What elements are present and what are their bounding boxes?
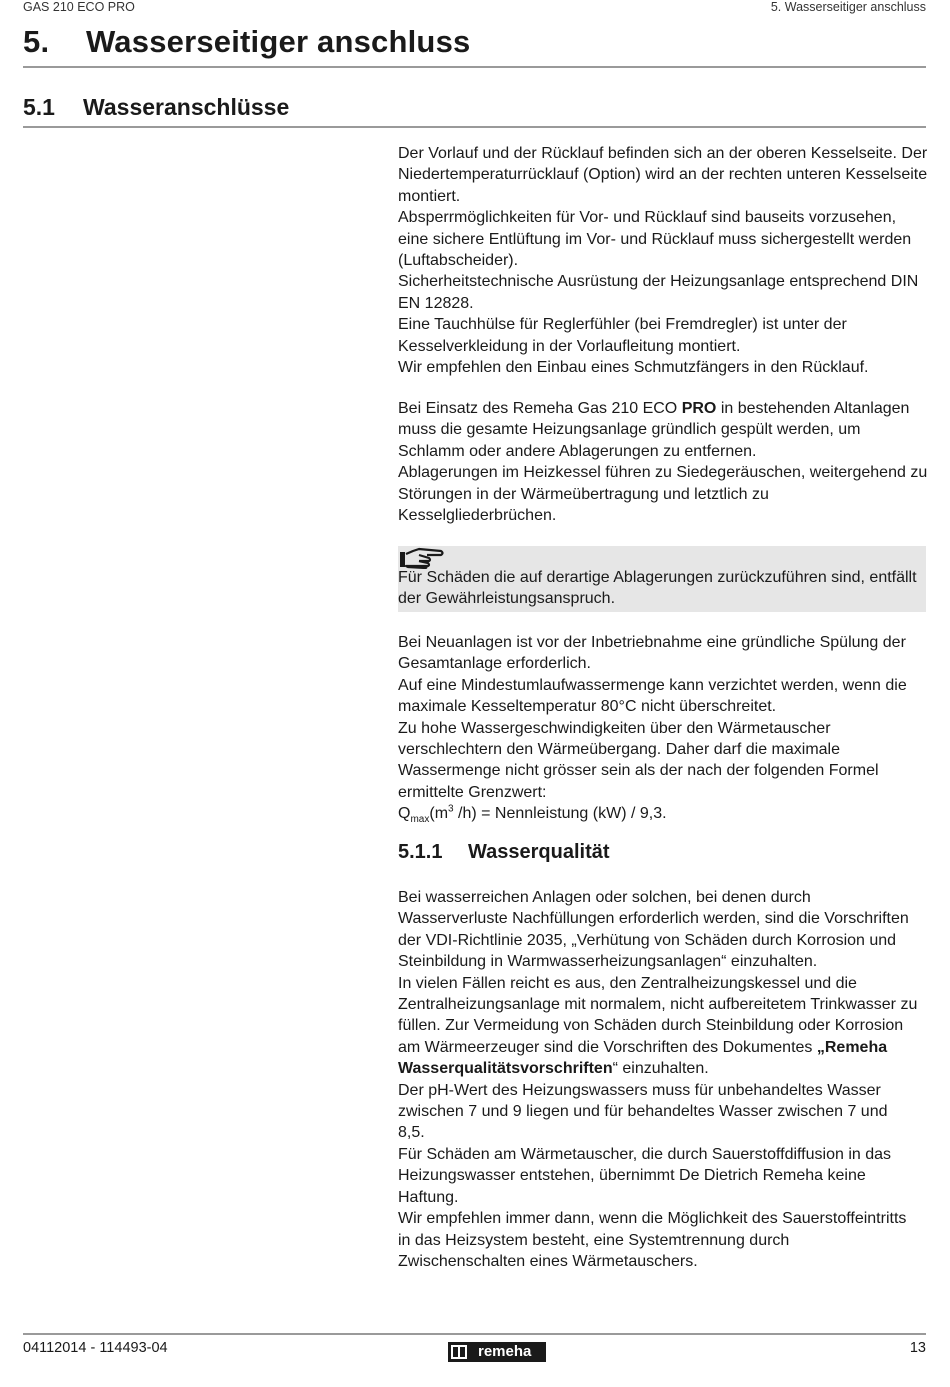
formula	[398, 803, 928, 824]
section-title: Wasseranschlüsse	[83, 94, 290, 120]
paragraph: Für Schäden am Wärmetauscher, die durch Sauerstoffdiffusion in das Heizungswasser entstehen, übernimmt De Dietrich Remeha keine Haftung.	[398, 1145, 892, 1206]
formula-rest: /h) = Nennleistung (kW) / 9,3.	[453, 805, 667, 823]
section-rule	[23, 126, 926, 128]
text-run: “ einzuhalten.	[612, 1060, 709, 1078]
document-number: 04112014 - 114493-04	[23, 1340, 168, 1356]
formula-subscript: max	[410, 814, 430, 826]
paragraph: Absperrmöglichkeiten für Vor- und Rücklauf sind bauseits vorzusehen, eine sichere Entlüftung im Vor- und Rücklauf muss sichergestellt werden (Luftabscheider).	[398, 209, 912, 270]
intro-block	[398, 143, 928, 378]
paragraph: Ablagerungen im Heizkessel führen zu Siedegeräuschen, weitergehend zu Störungen in der Wärmeübertragung und letztlich zu Kesselgliederbrüchen.	[398, 464, 928, 525]
paragraph: Wir empfehlen den Einbau eines Schmutzfängers in den Rücklauf.	[398, 359, 869, 377]
header-doc-title: GAS 210 ECO PRO	[23, 0, 135, 14]
remeha-logo	[448, 1342, 546, 1362]
section-number: 5.1	[23, 94, 55, 120]
subsection-heading	[398, 841, 610, 864]
chapter-heading	[23, 24, 470, 60]
new-installation-block	[398, 632, 928, 825]
paragraph: Sicherheitstechnische Ausrüstung der Heizungsanlage entsprechend DIN EN 12828.	[398, 273, 919, 312]
paragraph: Bei wasserreichen Anlagen oder solchen, bei denen durch Wasserverluste Nachfüllungen erforderlich werden, sind die Vorschriften der VDI-Richtlinie 2035, „Verhütung von Schäden durch Korrosion und Steinbildung in Warmwasserheizungsanlagen“ einzuhalten.	[398, 889, 909, 971]
formula-symbol: Q	[398, 805, 411, 823]
paragraph	[398, 398, 928, 462]
paragraph: Wir empfehlen immer dann, wenn die Möglichkeit des Sauerstoffeintritts in das Heizsystem besteht, eine Systemtrennung durch Zwischenschalten eines Wärmetauschers.	[398, 1210, 907, 1270]
paragraph: Auf eine Mindestumlaufwassermenge kann verzichtet werden, wenn die maximale Kesseltemperatur 80°C nicht überschreitet.	[398, 676, 907, 716]
header-section-title: 5. Wasserseitiger anschluss	[770, 0, 926, 14]
section-heading	[23, 94, 289, 121]
formula-unit: (m	[429, 805, 449, 823]
chapter-number: 5.	[23, 24, 50, 59]
paragraph: Zu hohe Wassergeschwindigkeiten über den Wärmetauscher verschlechtern den Wärmeübergang. Daher darf die maximale Wassermenge nicht grösser sein als der nach der folgenden Formel ermittelte Grenzwert:	[398, 719, 879, 801]
paragraph: Eine Tauchhülse für Reglerfühler (bei Fremdregler) ist unter der Kesselverkleidung in der Vorlaufleitung montiert.	[398, 316, 847, 355]
product-name-bold: PRO	[681, 400, 717, 417]
water-quality-block	[398, 887, 918, 1272]
chapter-rule	[23, 66, 926, 68]
pointing-hand-icon	[399, 547, 445, 569]
footer-rule	[23, 1333, 926, 1335]
subsection-number: 5.1.1	[398, 841, 443, 863]
flushing-block	[398, 398, 928, 526]
text-run: Bei Einsatz des Remeha Gas 210 ECO	[398, 400, 682, 417]
paragraph: Der Vorlauf und der Rücklauf befinden sich an der oberen Kesselseite. Der Niedertemperaturrücklauf (Option) wird an der rechten unteren Kesselseite montiert.	[398, 145, 928, 205]
text-run: in bestehenden Altanlagen muss die gesamte Heizungsanlage gründlich gespült werden, um Schlamm oder andere Ablagerungen zu entfernen.	[398, 400, 910, 460]
document-name-bold: „Remeha Wasserqualitätsvorschriften	[398, 1038, 888, 1078]
formula-superscript: 3	[448, 803, 454, 815]
remeha-logo-mark	[451, 1345, 467, 1359]
text-run: In vielen Fällen reicht es aus, den Zentralheizungskessel und die Zentralheizungsanlage mit normalem, nicht aufbereitetem Trinkwasser zu füllen. Zur Vermeidung von Schäden durch Steinbildung oder Korrosion am Wärmeerzeuger sind die Vorschriften des Dokumentes	[398, 974, 918, 1056]
note-text: Für Schäden die auf derartige Ablagerungen zurückzuführen sind, entfällt der Gewährleistungsanspruch.	[398, 569, 917, 608]
page-number: 13	[909, 1340, 926, 1356]
remeha-logo-text: remeha	[478, 1343, 532, 1360]
paragraph: Der pH-Wert des Heizungswassers muss für unbehandeltes Wasser zwischen 7 und 9 liegen und für behandeltes Wasser zwischen 7 und 8,5.	[398, 1081, 888, 1142]
paragraph: Bei Neuanlagen ist vor der Inbetriebnahme eine gründliche Spülung der Gesamtanlage erforderlich.	[398, 634, 906, 673]
subsection-title: Wasserqualität	[468, 841, 610, 863]
chapter-title: Wasserseitiger anschluss	[86, 24, 471, 59]
paragraph	[398, 973, 918, 1080]
